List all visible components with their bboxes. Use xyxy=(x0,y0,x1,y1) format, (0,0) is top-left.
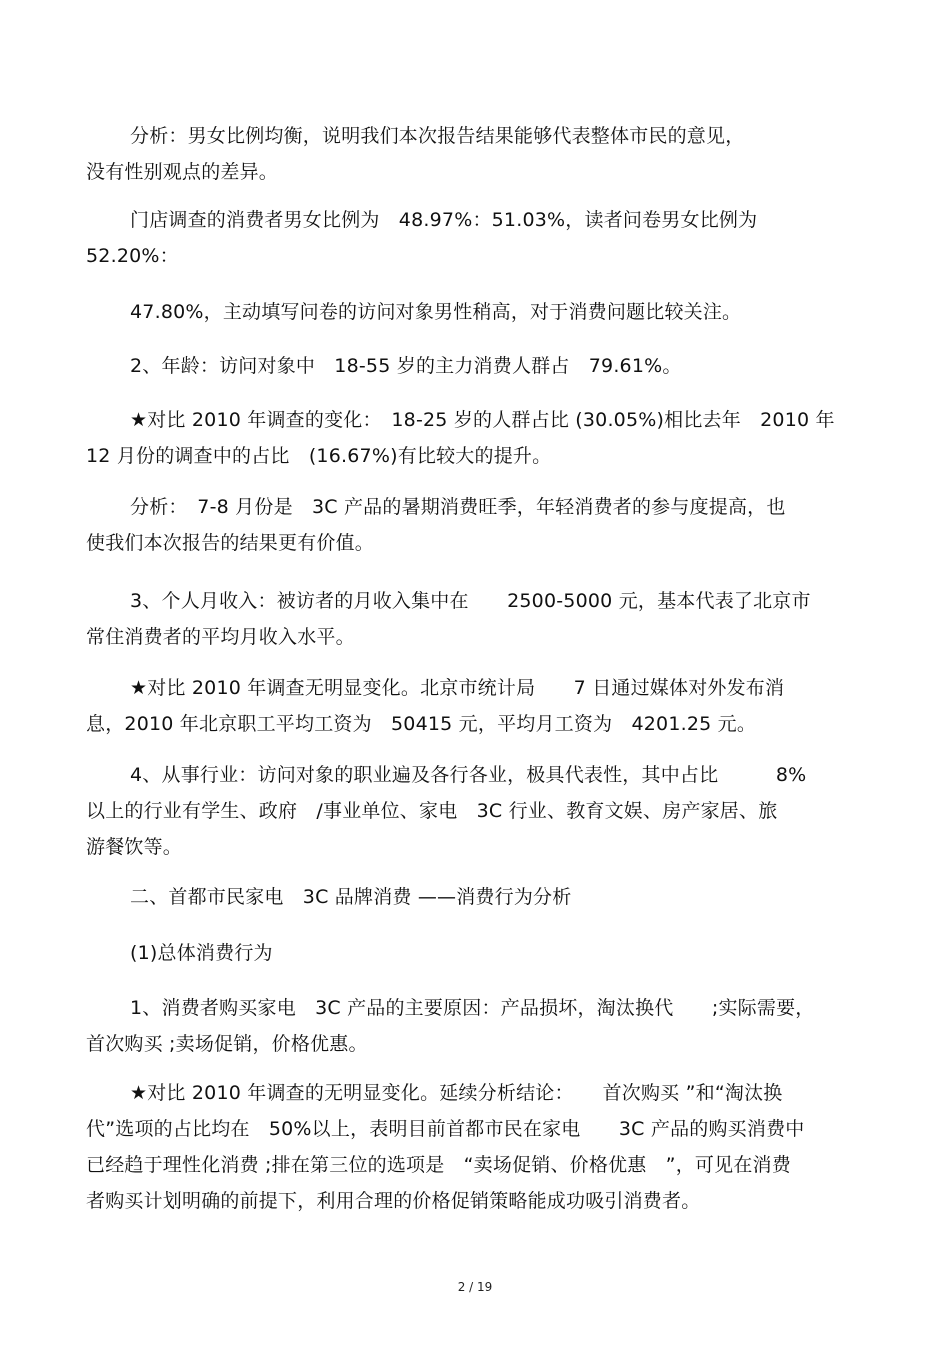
text-line: 以上的行业有学生、政府 /事业单位、家电 3C 行业、教育文娱、房产家居、旅 xyxy=(86,800,778,822)
subsection-heading-overall-behavior xyxy=(86,935,856,971)
text-line: 12 月份的调查中的占比 (16.67%)有比较大的提升。 xyxy=(86,445,552,467)
text-line: 分析：男女比例均衡，说明我们本次报告结果能够代表整体市民的意见， xyxy=(130,125,745,147)
text-line: 52.20%： xyxy=(86,245,179,267)
paragraph-age-comparison xyxy=(86,402,856,474)
paragraph-store-survey-ratio xyxy=(86,202,856,274)
text-line: 2、年龄：访问对象中 18-55 岁的主力消费人群占 79.61%。 xyxy=(130,355,682,377)
text-line: 二、首都市民家电 3C 品牌消费 ——消费行为分析 xyxy=(130,886,572,908)
text-line: 47.80%，主动填写问卷的访问对象男性稍高，对于消费问题比较关注。 xyxy=(130,301,742,323)
text-line: 已经趋于理性化消费 ;排在第三位的选项是 “卖场促销、价格优惠 ”，可见在消费 xyxy=(86,1154,791,1176)
text-line: 分析： 7-8 月份是 3C 产品的暑期消费旺季，年轻消费者的参与度提高，也 xyxy=(130,496,786,518)
text-line: 常住消费者的平均月收入水平。 xyxy=(86,626,355,648)
paragraph-industry xyxy=(86,757,856,865)
text-line: 没有性别观点的差异。 xyxy=(86,161,279,183)
text-line: 首次购买 ;卖场促销，价格优惠。 xyxy=(86,1033,368,1055)
text-line: (1)总体消费行为 xyxy=(130,942,273,964)
paragraph-reader-survey-ratio xyxy=(86,294,856,330)
paragraph-purchase-reasons xyxy=(86,990,856,1062)
page-number: 2 / 19 xyxy=(457,1280,493,1294)
paragraph-income xyxy=(86,583,856,655)
section-heading-consumer-behavior xyxy=(86,879,856,915)
paragraph-income-comparison xyxy=(86,670,856,742)
text-line: 息，2010 年北京职工平均工资为 50415 元，平均月工资为 4201.25 元。 xyxy=(86,713,757,735)
text-line: ★对比 2010 年调查的变化： 18-25 岁的人群占比 (30.05%)相比去年 2010 年 xyxy=(130,409,835,431)
text-line: 门店调查的消费者男女比例为 48.97%：51.03%，读者问卷男女比例为 xyxy=(130,209,758,231)
text-line: 游餐饮等。 xyxy=(86,836,183,858)
text-line: 使我们本次报告的结果更有价值。 xyxy=(86,532,375,554)
text-line: 3、个人月收入：被访者的月收入集中在 2500-5000 元，基本代表了北京市 xyxy=(130,590,811,612)
paragraph-gender-analysis xyxy=(86,118,856,190)
paragraph-age xyxy=(86,348,856,384)
text-line: 者购买计划明确的前提下，利用合理的价格促销策略能成功吸引消费者。 xyxy=(86,1190,701,1212)
paragraph-age-analysis xyxy=(86,489,856,561)
text-line: 代”选项的占比均在 50%以上，表明目前首都市民在家电 3C 产品的购买消费中 xyxy=(86,1118,805,1140)
text-line: 4、从事行业：访问对象的职业遍及各行各业，极具代表性，其中占比 8% xyxy=(130,764,807,786)
text-line: ★对比 2010 年调查无明显变化。北京市统计局 7 日通过媒体对外发布消 xyxy=(130,677,785,699)
text-line: 1、消费者购买家电 3C 产品的主要原因：产品损坏，淘汰换代 ;实际需要， xyxy=(130,997,815,1019)
paragraph-purchase-comparison xyxy=(86,1075,856,1219)
text-line: ★对比 2010 年调查的无明显变化。延续分析结论： 首次购买 ”和“淘汰换 xyxy=(130,1082,783,1104)
